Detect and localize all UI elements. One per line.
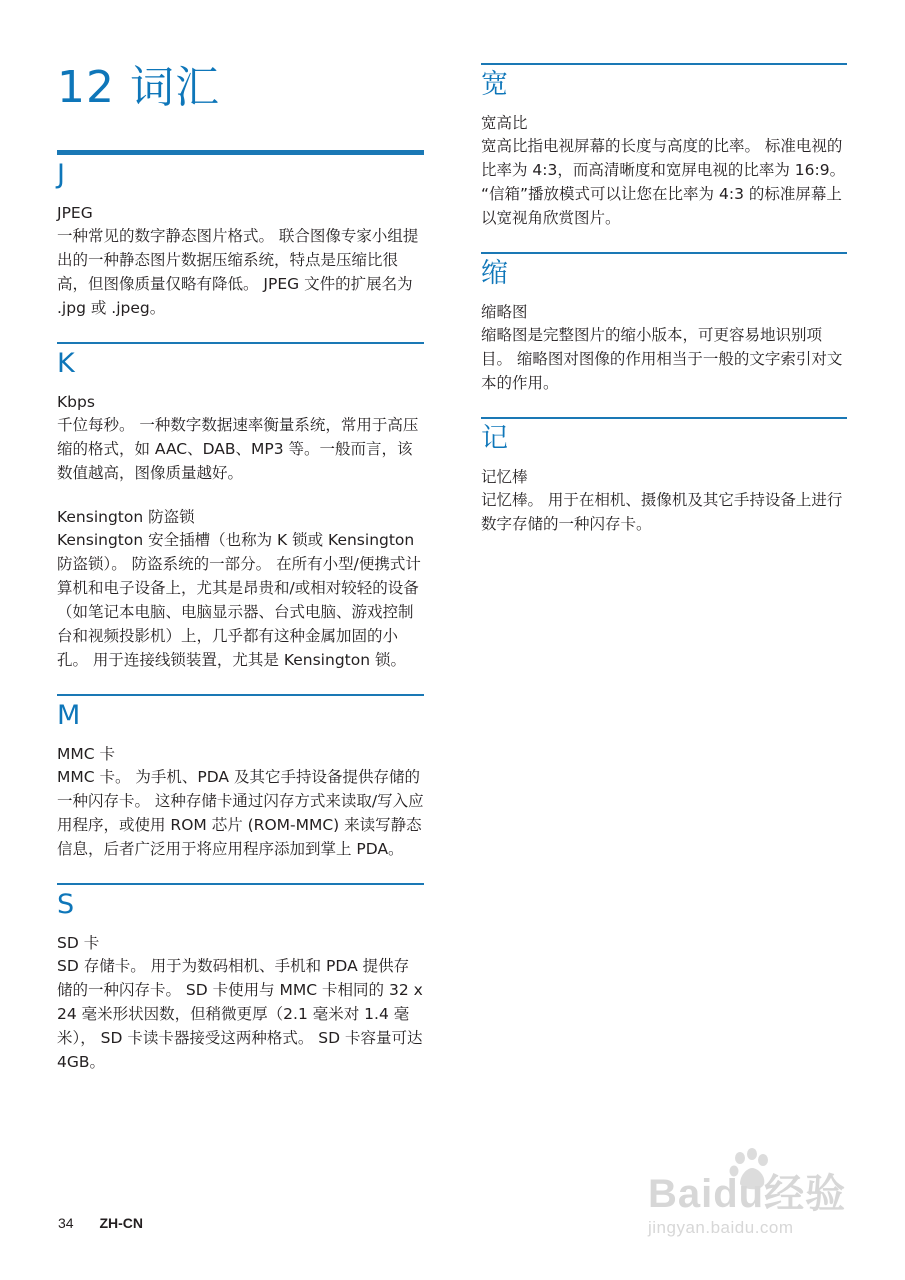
entry-definition: SD 存储卡。 用于为数码相机、手机和 PDA 提供存储的一种闪存卡。 SD 卡使用与 MMC 卡相同的 32 x 24 毫米形状因数，但稍微更厚（2.1 毫米对 1.4 毫米）， SD 卡读卡器接受这两种格式。 SD 卡容量可达 4GB。 (57, 957, 423, 1071)
entry-term: JPEG (57, 204, 93, 222)
glossary-section (481, 63, 847, 230)
section-letter: M (57, 700, 81, 731)
glossary-entry (57, 933, 424, 1074)
section-letter: K (57, 348, 75, 379)
glossary-section (57, 883, 424, 1074)
section-letter: 宽 (481, 69, 508, 100)
section-letter: J (57, 159, 65, 190)
glossary-section (57, 694, 424, 861)
entry-term: Kbps (57, 393, 95, 411)
entry-term: 缩略图 (481, 303, 528, 321)
glossary-section (481, 252, 847, 395)
watermark-brand: Baidu经验 (648, 1172, 847, 1216)
glossary-entry (57, 744, 424, 861)
entry-definition: 千位每秒。 一种数字数据速率衡量系统，常用于高压缩的格式，如 AAC、DAB、MP3 等。一般而言，该数值越高，图像质量越好。 (57, 416, 419, 482)
glossary-entry (481, 467, 847, 536)
glossary-section (57, 150, 424, 320)
glossary-entry (481, 302, 847, 395)
entry-definition: MMC 卡。 为手机、PDA 及其它手持设备提供存储的一种闪存卡。 这种存储卡通过闪存方式来读取/写入应用程序，或使用 ROM 芯片 (ROM-MMC) 来读写静态信息，后者广泛用于将应用程序添加到掌上 PDA。 (57, 768, 424, 858)
glossary-section (481, 417, 847, 536)
entry-definition: Kensington 安全插槽（也称为 K 锁或 Kensington 防盗锁）。 防盗系统的一部分。 在所有小型/便携式计算机和电子设备上，尤其是昂贵和/或相对较轻的设备（如笔记本电脑、电脑显示器、台式电脑、游戏控制台和视频投影机）上，几乎都有这种金属加固的小孔。 用于连接线锁装置，尤其是 Kensington 锁。 (57, 531, 421, 669)
entry-term: SD 卡 (57, 934, 100, 952)
glossary-entry (57, 507, 424, 672)
entry-definition: 宽高比指电视屏幕的长度与高度的比率。 标准电视的比率为 4:3，而高清晰度和宽屏电视的比率为 16:9。 “信箱”播放模式可以让您在比率为 4:3 的标准屏幕上以宽视角欣赏图片。 (481, 137, 846, 227)
entry-definition: 记忆棒。 用于在相机、摄像机及其它手持设备上进行数字存储的一种闪存卡。 (481, 491, 843, 533)
glossary-section (57, 342, 424, 672)
entry-definition: 一种常见的数字静态图片格式。 联合图像专家小组提出的一种静态图片数据压缩系统，特点是压缩比很高，但图像质量仅略有降低。 JPEG 文件的扩展名为 .jpg 或 .jpeg。 (57, 227, 419, 317)
watermark-url: jingyan.baidu.com (648, 1218, 794, 1237)
glossary-entry (57, 392, 424, 485)
language-code: ZH-CN (99, 1215, 144, 1231)
entry-term: 宽高比 (481, 114, 528, 132)
right-column (481, 63, 847, 558)
glossary-entry (57, 203, 424, 320)
page-footer (58, 1215, 143, 1231)
section-letter: 记 (481, 423, 508, 454)
left-column (57, 150, 424, 1096)
glossary-entry (481, 113, 847, 230)
page-title: 12 词汇 (57, 62, 220, 113)
entry-term: Kensington 防盗锁 (57, 508, 195, 526)
section-letter: S (57, 889, 75, 920)
page-number: 34 (58, 1215, 74, 1231)
entry-term: 记忆棒 (481, 468, 528, 486)
baidu-jingyan-watermark (640, 1150, 855, 1265)
section-letter: 缩 (481, 258, 508, 289)
entry-definition: 缩略图是完整图片的缩小版本，可更容易地识别项目。 缩略图对图像的作用相当于一般的文字索引对文本的作用。 (481, 326, 843, 392)
entry-term: MMC 卡 (57, 745, 115, 763)
